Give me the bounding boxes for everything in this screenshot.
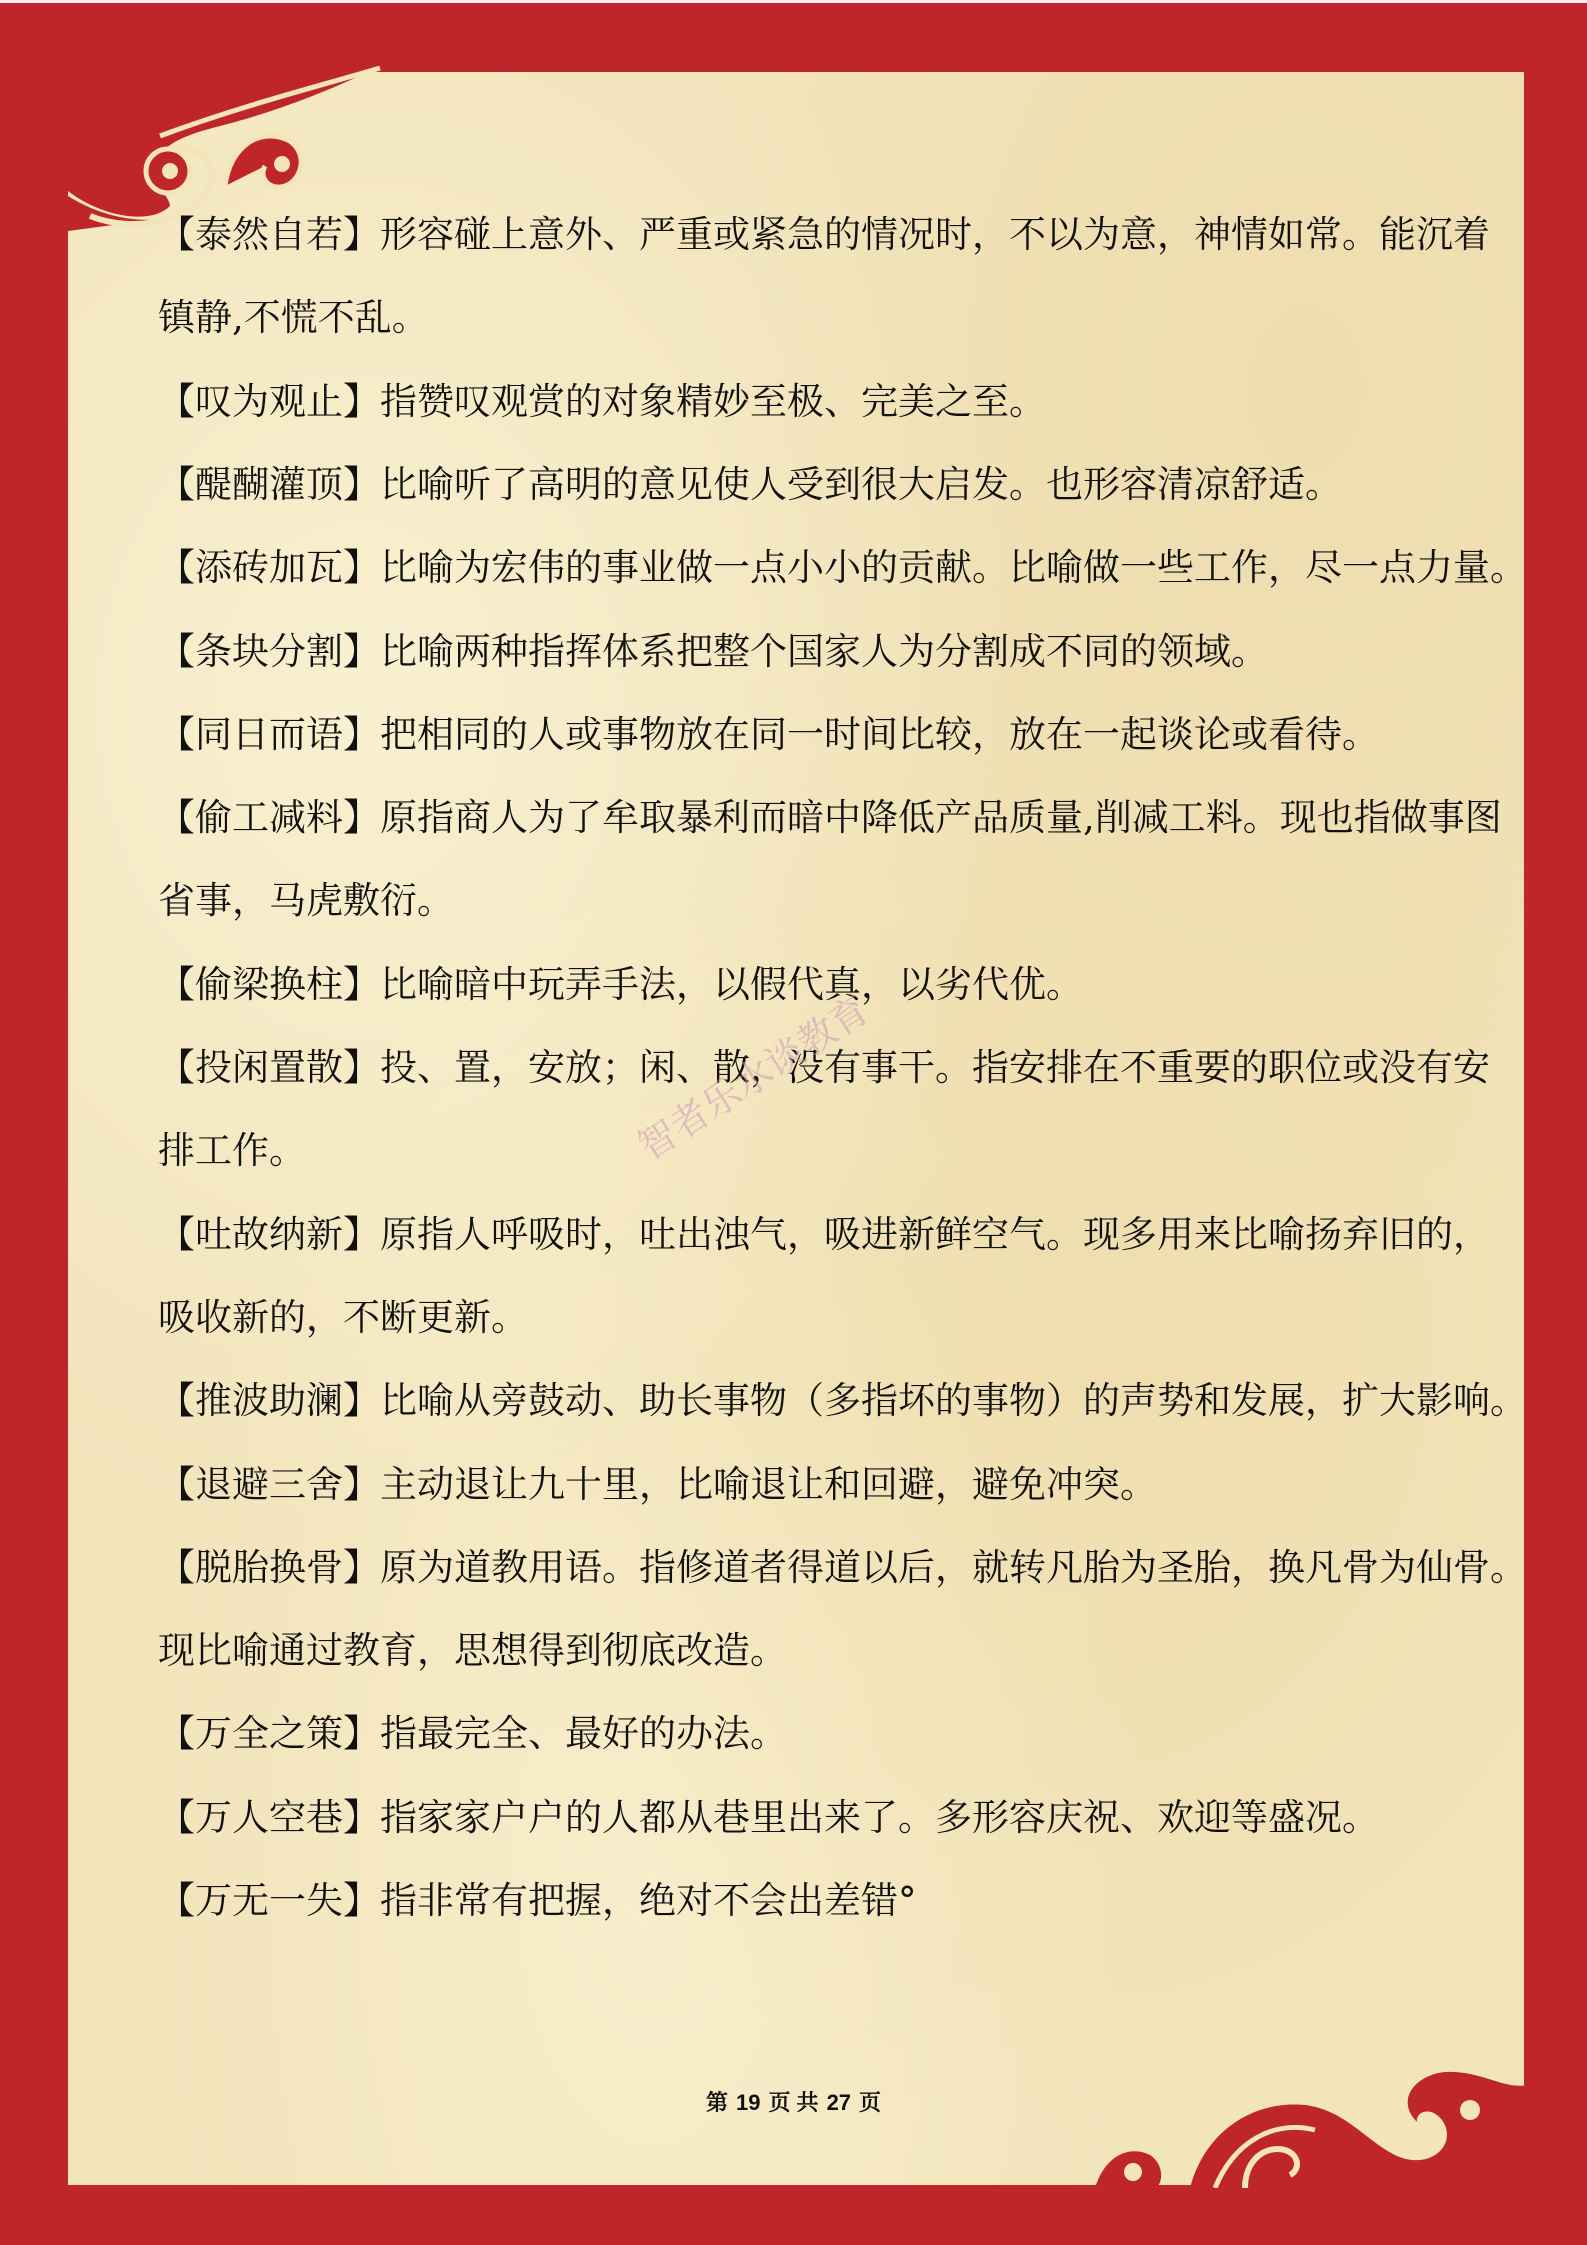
idiom-definition: 投、置，安放；闲、散，没有事干。指安排在不重要的职位或没有安 — [380, 1046, 1490, 1089]
idiom-entry — [158, 796, 1502, 840]
idiom-definition: 原为道教用语。指修道者得道以后，就转凡胎为圣胎，换凡骨为仙骨。 — [380, 1545, 1527, 1589]
idiom-definition: 比喻听了高明的意见使人受到很大启发。也形容清凉舒适。 — [380, 462, 1342, 506]
total-pages: 27 — [826, 2090, 852, 2115]
idiom-definition: 比喻暗中玩弄手法，以假代真，以劣代优。 — [380, 962, 1083, 1006]
idiom-entry — [158, 463, 1342, 507]
current-page: 19 — [735, 2090, 761, 2115]
footer-mid: 页 共 — [768, 2090, 819, 2115]
idiom-entry-continuation — [158, 296, 429, 340]
idiom-term: 【万无一失】 — [158, 1879, 380, 1922]
idiom-entry — [158, 963, 1083, 1007]
idiom-entry-continuation — [158, 1296, 528, 1340]
idiom-definition: 省事，马虎敷衍。 — [158, 879, 454, 923]
idiom-entry — [158, 713, 1379, 757]
idiom-definition: 指家家户户的人都从巷里出来了。多形容庆祝、欢迎等盛况。 — [380, 1795, 1379, 1839]
idiom-definition: 原指人呼吸时，吐出浊气，吸进新鲜空气。现多用来比喻扬弃旧的， — [380, 1212, 1490, 1256]
idiom-term: 【醍醐灌顶】 — [158, 462, 380, 506]
idiom-term: 【吐故纳新】 — [158, 1212, 380, 1256]
idiom-term: 【叹为观止】 — [158, 379, 380, 423]
idiom-term: 【万全之策】 — [158, 1712, 380, 1756]
idiom-entry — [158, 1546, 1527, 1590]
idiom-definition: 吸收新的，不断更新。 — [158, 1295, 528, 1339]
bottom-right-cloud-ornament — [1095, 2060, 1527, 2188]
idiom-entry — [158, 1796, 1379, 1840]
idiom-definition: 比喻为宏伟的事业做一点小小的贡献。比喻做一些工作，尽一点力量。 — [380, 546, 1527, 590]
idiom-term: 【泰然自若】 — [158, 213, 380, 256]
idiom-definition: 镇静,不慌不乱。 — [158, 296, 429, 340]
idiom-term: 【投闲置散】 — [158, 1046, 380, 1089]
idiom-definition: 形容碰上意外、严重或紧急的情况时，不以为意，神情如常。能沉着 — [380, 213, 1490, 256]
idiom-definition: 排工作。 — [158, 1129, 306, 1173]
idiom-entry — [158, 630, 1268, 674]
idiom-entry — [158, 380, 1046, 424]
idiom-term: 【推波助澜】 — [158, 1379, 380, 1423]
idiom-definition: 指赞叹观赏的对象精妙至极、完美之至。 — [380, 379, 1046, 423]
footer-suffix: 页 — [859, 2090, 882, 2115]
idiom-term: 【添砖加瓦】 — [158, 546, 380, 590]
top-left-cloud-ornament — [60, 66, 390, 236]
idiom-definition: 比喻从旁鼓动、助长事物（多指坏的事物）的声势和发展，扩大影响。 — [380, 1379, 1527, 1423]
idiom-definition: 指非常有把握，绝对不会出差错° — [380, 1879, 917, 1922]
watermark: 智者乐水谈教育 — [629, 987, 877, 1169]
idiom-definition: 指最完全、最好的办法。 — [380, 1712, 787, 1756]
idiom-entry — [158, 546, 1527, 590]
idiom-entry — [158, 1213, 1490, 1257]
idiom-term: 【条块分割】 — [158, 629, 380, 673]
idiom-entry-continuation — [158, 1129, 306, 1173]
idiom-definition: 主动退让九十里，比喻退让和回避，避免冲突。 — [380, 1462, 1157, 1506]
idiom-term: 【万人空巷】 — [158, 1795, 380, 1839]
page-number-footer — [0, 2086, 1587, 2117]
idiom-entry-continuation — [158, 1629, 787, 1673]
idiom-term: 【同日而语】 — [158, 712, 380, 756]
idiom-entry — [158, 1879, 917, 1923]
idiom-term: 【偷梁换柱】 — [158, 962, 380, 1006]
footer-prefix: 第 — [705, 2090, 728, 2115]
idiom-entry — [158, 1379, 1527, 1423]
idiom-definition: 把相同的人或事物放在同一时间比较，放在一起谈论或看待。 — [380, 712, 1379, 756]
idiom-term: 【偷工减料】 — [158, 796, 380, 840]
idiom-entry — [158, 1712, 787, 1756]
idiom-definition: 比喻两种指挥体系把整个国家人为分割成不同的领域。 — [380, 629, 1268, 673]
idiom-entry — [158, 1463, 1157, 1507]
idiom-term: 【脱胎换骨】 — [158, 1545, 380, 1589]
idiom-definition: 原指商人为了牟取暴利而暗中降低产品质量,削减工料。现也指做事图 — [380, 796, 1502, 840]
idiom-entry — [158, 213, 1490, 257]
idiom-definition: 现比喻通过教育，思想得到彻底改造。 — [158, 1629, 787, 1673]
idiom-term: 【退避三舍】 — [158, 1462, 380, 1506]
idiom-entry-continuation — [158, 879, 454, 923]
